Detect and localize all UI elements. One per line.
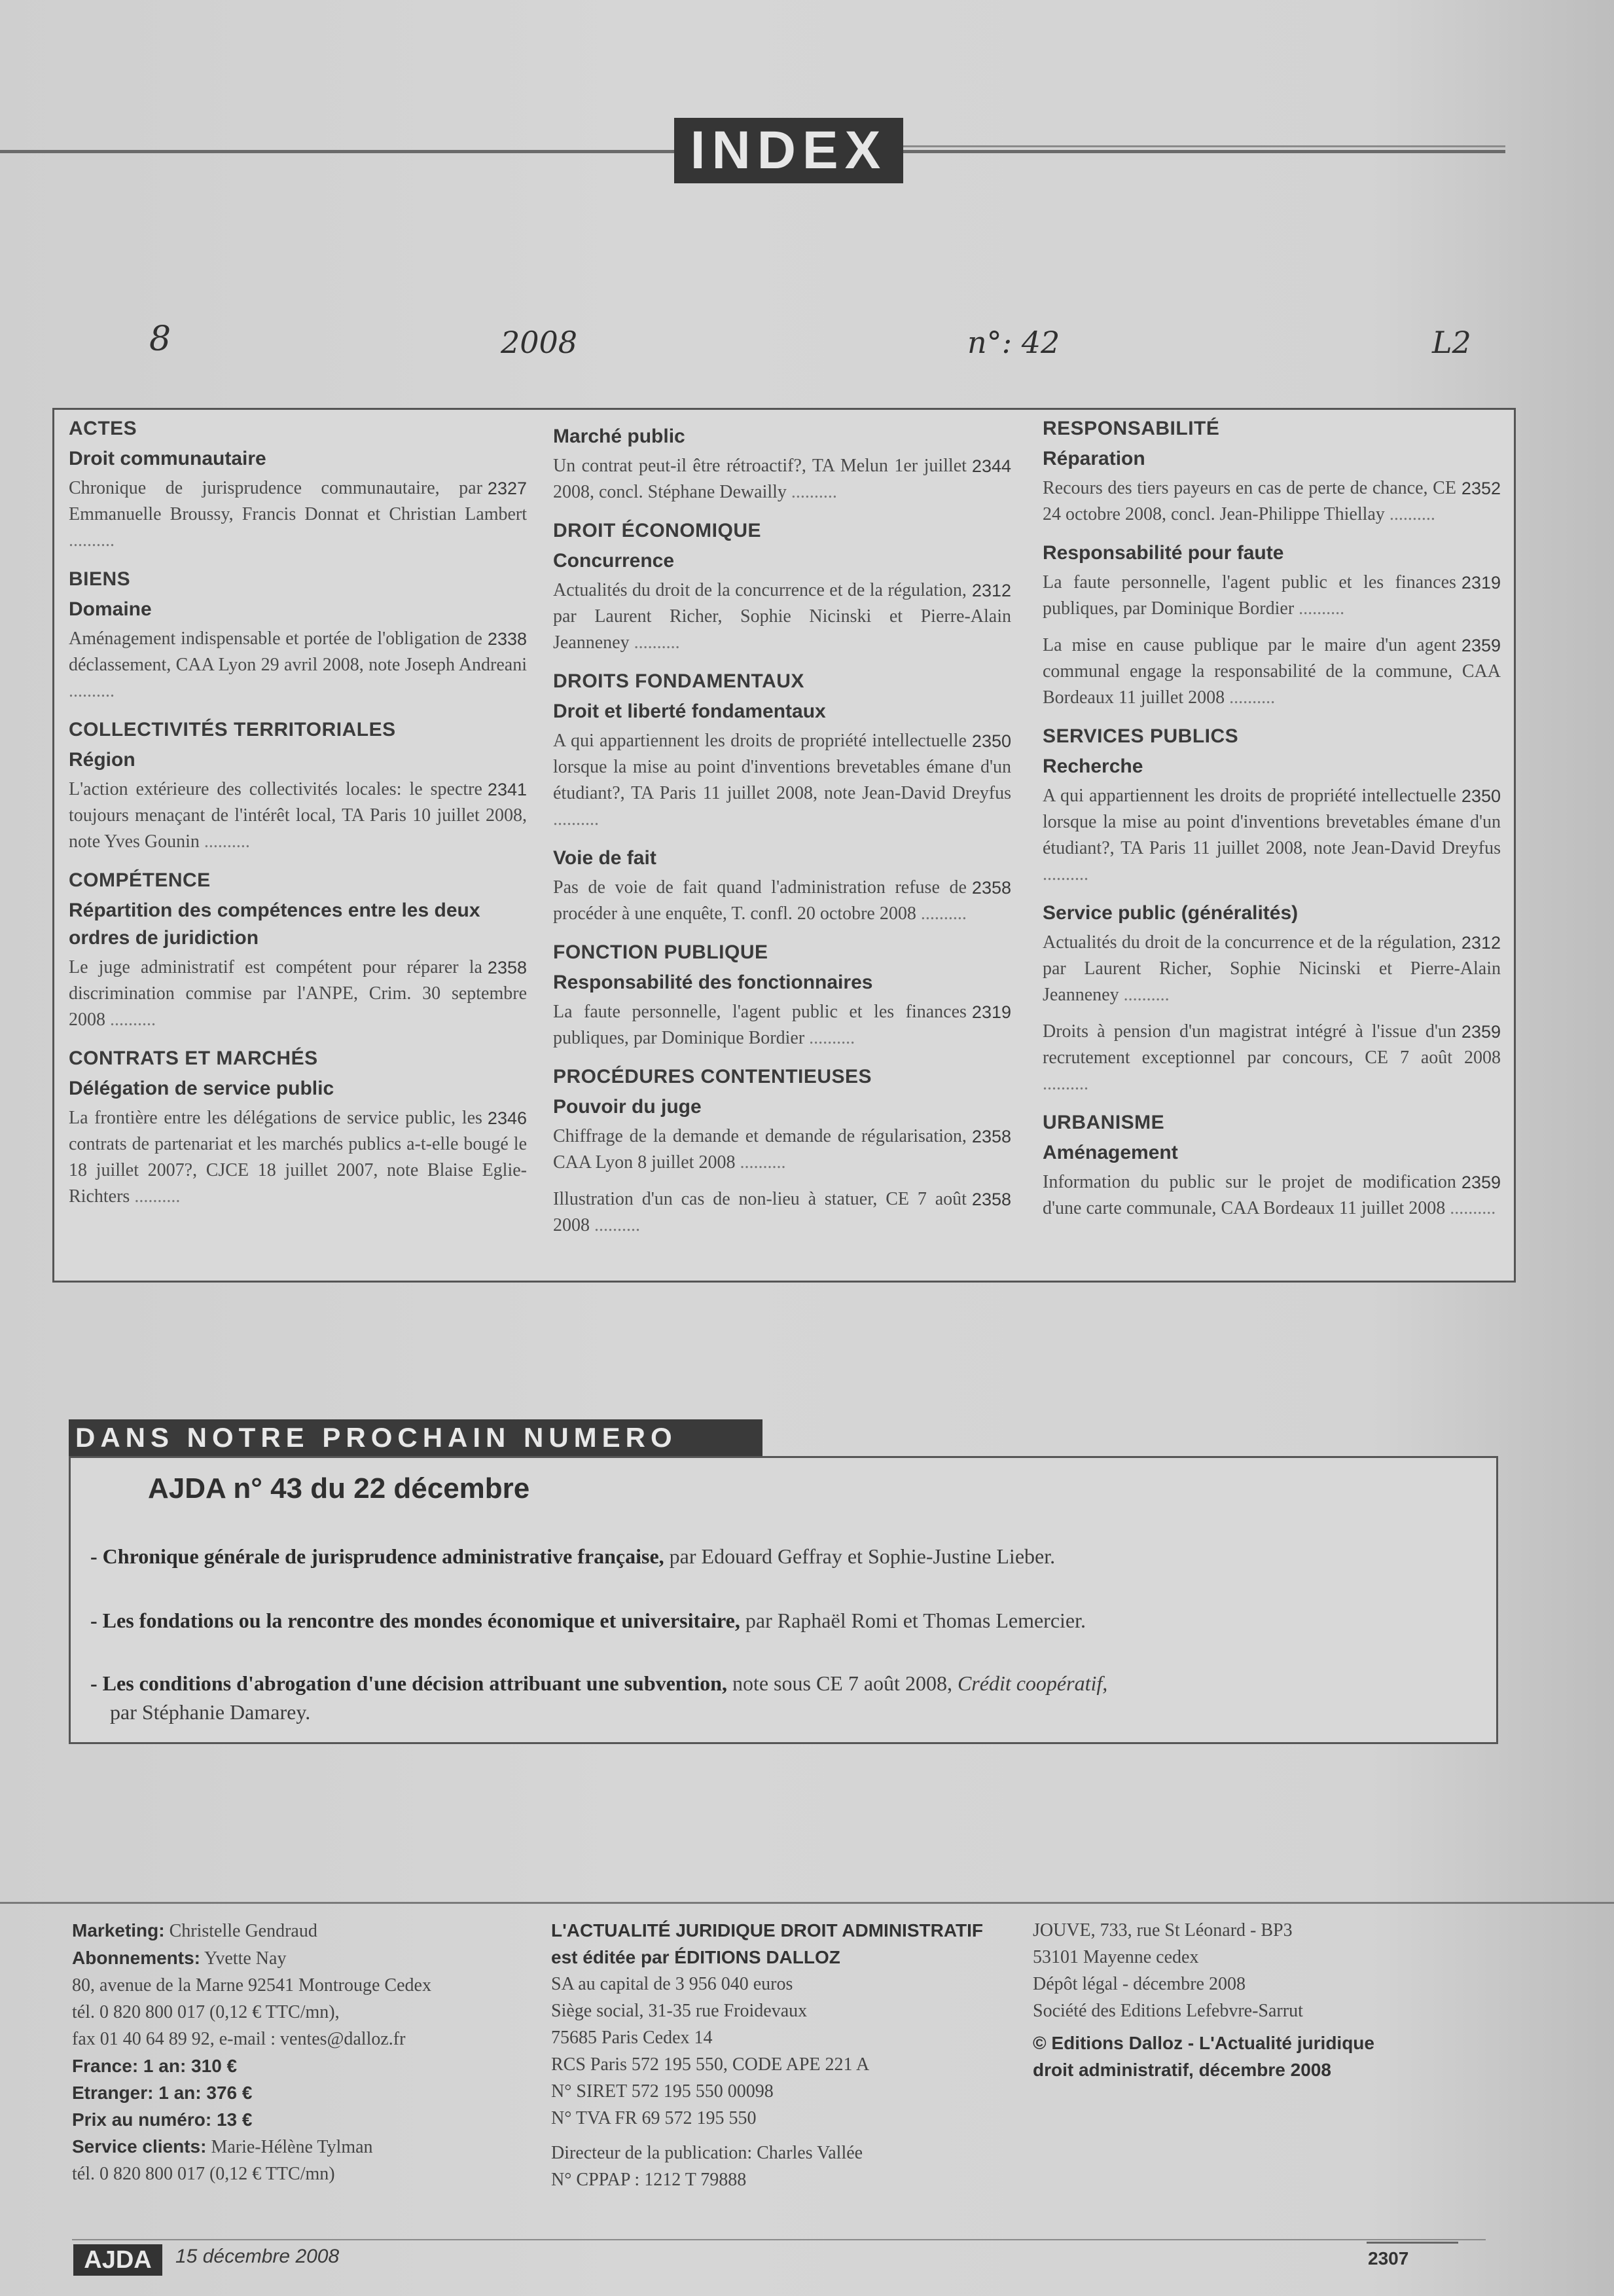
footer-tel: tél. 0 820 800 017 (0,12 € TTC/mn), [72, 2002, 340, 2022]
index-entry-text: A qui appartiennent les droits de propriété intellectuelle lorsque la mise au point d'inventions brevetables émane d'un étudiant?, TA Paris 11 juillet 2008, note Jean-David Dreyfus [553, 731, 1011, 803]
leader-dots: .......... [1119, 985, 1170, 1005]
index-entry [69, 955, 527, 1033]
index-entry-text: Chiffrage de la demande et demande de régularisation, CAA Lyon 8 juillet 2008 [553, 1126, 967, 1173]
index-subcategory: Délégation de service public [69, 1078, 334, 1099]
bottom-rule [72, 2239, 1486, 2240]
price-france: France: 1 an: 310 € [72, 2056, 238, 2076]
index-entry-page[interactable]: 2338 [487, 629, 527, 649]
handwritten-note-b: 2008 [501, 325, 578, 360]
abonnements-value: Yvette Nay [200, 1948, 287, 1969]
next-issue-item-authors: par Raphaël Romi et Thomas Lemercier. [740, 1609, 1086, 1632]
marketing-value: Christelle Gendraud [164, 1921, 317, 1941]
issue-date: 15 décembre 2008 [175, 2246, 340, 2267]
index-entry [553, 875, 1011, 927]
index-subcategory: Répartition des compétences entre les deux ordres de juridiction [69, 900, 480, 949]
copyright-line-1: © Editions Dalloz - L'Actualité juridique [1033, 2033, 1374, 2053]
next-issue-item [90, 1542, 1465, 1571]
next-issue-item-authors: par Edouard Geffray et Sophie-Justine Lieber. [664, 1544, 1056, 1568]
index-column-1 [69, 418, 527, 1210]
index-subcategory: Domaine [69, 598, 152, 620]
next-issue-item-authors: note sous CE 7 août 2008, [726, 1671, 958, 1695]
leader-dots: .......... [1445, 1198, 1496, 1218]
index-entry-text: Un contrat peut-il être rétroactif?, TA Melun 1er juillet 2008, concl. Stéphane Dewailly [553, 456, 967, 502]
index-entry-page[interactable]: 2341 [487, 780, 527, 799]
service-clients-tel: tél. 0 820 800 017 (0,12 € TTC/mn) [72, 2164, 335, 2184]
handwritten-note-c: n°: 42 [967, 325, 1060, 360]
index-entry [1043, 475, 1501, 528]
index-entry-text: A qui appartiennent les droits de propriété intellectuelle lorsque la mise au point d'inventions brevetables émane d'un étudiant?, TA Paris 11 juillet 2008, note Jean-David Dreyfus [1043, 786, 1501, 858]
company-group: Société des Editions Lefebvre-Sarrut [1033, 2001, 1303, 2021]
abonnements-label: Abonnements: [72, 1948, 200, 1968]
index-entry [553, 577, 1011, 656]
index-entry-page[interactable]: 2319 [1461, 573, 1501, 592]
index-entry-page[interactable]: 2346 [487, 1108, 527, 1128]
next-issue-item [90, 1669, 1465, 1726]
index-entry [553, 728, 1011, 833]
index-subcategory: Marché public [553, 426, 685, 447]
index-entry-text: Chronique de jurisprudence communautaire, par Emmanuelle Broussy, Francis Donnat et Christian Lambert [69, 478, 527, 524]
index-category: RESPONSABILITÉ [1043, 418, 1220, 439]
index-entry-page[interactable]: 2358 [971, 1127, 1011, 1146]
index-entry-text: Illustration d'un cas de non-lieu à statuer, CE 7 août 2008 [553, 1189, 967, 1235]
index-column-2 [553, 418, 1011, 1239]
next-issue-item-case: Crédit coopératif, [957, 1671, 1108, 1695]
index-entry [69, 626, 527, 704]
index-category: CONTRATS ET MARCHÉS [69, 1048, 318, 1069]
index-category: DROITS FONDAMENTAUX [553, 670, 804, 692]
index-entry-text: Actualités du droit de la concurrence et de la régulation, par Laurent Richer, Sophie Nicinski et Pierre-Alain Jeanneney [1043, 932, 1501, 1005]
page-number: 2307 [1368, 2248, 1409, 2269]
leader-dots: .......... [130, 1186, 181, 1207]
page-number-rule [1367, 2242, 1458, 2244]
index-entry-page[interactable]: 2352 [1461, 479, 1501, 498]
index-entry-page[interactable]: 2350 [971, 731, 1011, 751]
legal-deposit: Dépôt légal - décembre 2008 [1033, 1974, 1246, 1994]
next-issue-banner: DANS NOTRE PROCHAIN NUMERO [69, 1419, 762, 1456]
director: Directeur de la publication: Charles Vallée [551, 2143, 863, 2163]
publisher-name: est éditée par ÉDITIONS DALLOZ [551, 1947, 840, 1967]
next-issue-item-authors-line2: par Stéphanie Damarey. [110, 1700, 311, 1724]
index-category: COLLECTIVITÉS TERRITORIALES [69, 719, 396, 740]
index-table [52, 408, 1516, 1283]
footer-address: 80, avenue de la Marne 92541 Montrouge Cedex [72, 1975, 431, 1995]
index-entry-text: La faute personnelle, l'agent public et les finances publiques, par Dominique Bordier [553, 1002, 967, 1048]
leader-dots: .......... [199, 831, 250, 852]
index-entry-text: Actualités du droit de la concurrence et de la régulation, par Laurent Richer, Sophie Nicinski et Pierre-Alain Jeanneney [553, 580, 1011, 653]
leader-dots: .......... [1294, 598, 1345, 619]
index-subcategory: Droit communautaire [69, 448, 266, 469]
index-entry-page[interactable]: 2319 [971, 1002, 1011, 1022]
index-subcategory: Responsabilité des fonctionnaires [553, 972, 873, 993]
index-subcategory: Concurrence [553, 550, 675, 572]
leader-dots: .......... [1225, 687, 1276, 708]
index-entry [553, 999, 1011, 1051]
next-issue-item-title: - Les fondations ou la rencontre des mondes économique et universitaire, [90, 1609, 740, 1632]
index-entry [69, 1105, 527, 1210]
next-issue-item-title: - Chronique générale de jurisprudence administrative française, [90, 1544, 664, 1568]
index-entry [1043, 632, 1501, 711]
leader-dots: .......... [629, 632, 680, 653]
siege-city: 75685 Paris Cedex 14 [551, 2028, 713, 2048]
leader-dots: .......... [105, 1010, 156, 1030]
handwritten-note-a: 8 [149, 319, 171, 359]
index-entry-page[interactable]: 2359 [1461, 636, 1501, 655]
header-rule-secondary [903, 145, 1505, 147]
index-entry [1043, 1019, 1501, 1097]
next-issue-box [69, 1456, 1498, 1744]
index-entry [553, 1123, 1011, 1176]
index-subcategory: Voie de fait [553, 847, 656, 869]
footer-rule [0, 1902, 1614, 1904]
service-clients-label: Service clients: [72, 2136, 207, 2157]
service-clients-value: Marie-Hélène Tylman [206, 2137, 373, 2157]
index-entry-text: Le juge administratif est compétent pour réparer la discrimination commise par l'ANPE, Crim. 30 septembre 2008 [69, 957, 527, 1030]
publication-name: L'ACTUALITÉ JURIDIQUE DROIT ADMINISTRATIF [551, 1920, 983, 1941]
index-category: DROIT ÉCONOMIQUE [553, 520, 762, 541]
index-category: ACTES [69, 418, 137, 439]
copyright-line-2: droit administratif, décembre 2008 [1033, 2060, 1331, 2080]
index-entry [553, 453, 1011, 505]
footer-contacts [72, 1917, 530, 2187]
next-issue-item-title: - Les conditions d'abrogation d'une décision attribuant une subvention, [90, 1671, 727, 1695]
printer-city: 53101 Mayenne cedex [1033, 1947, 1199, 1967]
index-entry-text: Information du public sur le projet de modification d'une carte communale, CAA Bordeaux 11 juillet 2008 [1043, 1172, 1456, 1218]
leader-dots: .......... [786, 482, 837, 502]
cppap: N° CPPAP : 1212 T 79888 [551, 2170, 747, 2190]
index-entry-text: L'action extérieure des collectivités locales: le spectre toujours menaçant de l'intérêt local, TA Paris 10 juillet 2008, note Yves Gounin [69, 779, 527, 852]
index-subcategory: Recherche [1043, 756, 1143, 777]
siege-social: Siège social, 31-35 rue Froidevaux [551, 2001, 808, 2021]
index-entry-text: La faute personnelle, l'agent public et les finances publiques, par Dominique Bordier [1043, 572, 1456, 619]
printer-address: JOUVE, 733, rue St Léonard - BP3 [1033, 1920, 1293, 1941]
leader-dots: .......... [590, 1215, 640, 1235]
index-entry-text: Aménagement indispensable et portée de l'obligation de déclassement, CAA Lyon 29 avril 2008, note Joseph Andreani [69, 629, 527, 675]
index-subcategory: Droit et liberté fondamentaux [553, 701, 826, 722]
footer-fax-email: fax 01 40 64 89 92, e-mail : ventes@dalloz.fr [72, 2029, 406, 2049]
index-subcategory: Service public (généralités) [1043, 902, 1299, 924]
index-entry-page[interactable]: 2312 [1461, 933, 1501, 953]
index-subcategory: Responsabilité pour faute [1043, 542, 1284, 564]
index-entry-text: La mise en cause publique par le maire d'un agent communal engage la responsabilité de la commune, CAA Bordeaux 11 juillet 2008 [1043, 635, 1501, 708]
siret: N° SIRET 572 195 550 00098 [551, 2081, 774, 2102]
index-category: URBANISME [1043, 1112, 1165, 1133]
index-entry-text: Pas de voie de fait quand l'administration refuse de procéder à une enquête, T. confl. 20 octobre 2008 [553, 877, 967, 924]
leader-dots: .......... [916, 903, 967, 924]
index-category: BIENS [69, 568, 131, 590]
index-entry-text: La frontière entre les délégations de service public, les contrats de partenariat et les marchés publics a-t-elle bougé le 18 juillet 2007?, CJCE 18 juillet 2007, note Blaise Eglie-Richters [69, 1108, 527, 1207]
index-entry-page[interactable]: 2327 [487, 479, 527, 498]
leader-dots: .......... [69, 530, 115, 551]
index-entry-text: Droits à pension d'un magistrat intégré à l'issue d'un recrutement exceptionnel par concours, CE 7 août 2008 [1043, 1021, 1501, 1068]
index-entry [1043, 570, 1501, 622]
index-column-3 [1043, 418, 1501, 1222]
leader-dots: .......... [735, 1152, 786, 1173]
price-etranger: Etranger: 1 an: 376 € [72, 2083, 253, 2103]
leader-dots: .......... [553, 809, 599, 829]
marketing-label: Marketing: [72, 1920, 165, 1941]
price-per-issue: Prix au numéro: 13 € [72, 2109, 253, 2130]
footer-printer [1033, 1917, 1491, 2083]
index-entry [553, 1186, 1011, 1239]
index-entry [1043, 1169, 1501, 1222]
index-entry-page[interactable]: 2358 [487, 958, 527, 977]
rcs: RCS Paris 572 195 550, CODE APE 221 A [551, 2054, 870, 2075]
index-entry-page[interactable]: 2358 [971, 878, 1011, 898]
index-entry-page[interactable]: 2359 [1461, 1173, 1501, 1192]
index-subcategory: Région [69, 749, 135, 771]
index-entry-page[interactable]: 2358 [971, 1190, 1011, 1209]
index-subcategory: Aménagement [1043, 1142, 1178, 1163]
next-issue-item [90, 1606, 1465, 1635]
index-title: INDEX [674, 118, 903, 183]
index-subcategory: Pouvoir du juge [553, 1096, 702, 1118]
index-entry [1043, 930, 1501, 1008]
leader-dots: .......... [1043, 1074, 1088, 1094]
index-entry [69, 776, 527, 855]
handwritten-note-d: L2 [1432, 325, 1471, 360]
index-subcategory: Réparation [1043, 448, 1145, 469]
index-entry-page[interactable]: 2312 [971, 581, 1011, 600]
next-issue-title: AJDA n° 43 du 22 décembre [148, 1472, 530, 1504]
index-entry [69, 475, 527, 554]
footer-publisher [551, 1917, 1009, 2193]
index-category: PROCÉDURES CONTENTIEUSES [553, 1066, 872, 1087]
index-entry-page[interactable]: 2350 [1461, 786, 1501, 806]
leader-dots: .......... [1043, 864, 1088, 884]
index-entry-page[interactable]: 2344 [971, 456, 1011, 476]
ajda-logo: AJDA [73, 2244, 162, 2276]
leader-dots: .......... [804, 1028, 855, 1048]
index-category: FONCTION PUBLIQUE [553, 941, 768, 963]
index-category: COMPÉTENCE [69, 869, 211, 891]
leader-dots: .......... [1384, 504, 1435, 524]
index-entry [1043, 783, 1501, 888]
capital: SA au capital de 3 956 040 euros [551, 1974, 793, 1994]
tva: N° TVA FR 69 572 195 550 [551, 2108, 757, 2128]
leader-dots: .......... [69, 681, 115, 701]
index-entry-text: Recours des tiers payeurs en cas de perte de chance, CE 24 octobre 2008, concl. Jean-Philippe Thiellay [1043, 478, 1456, 524]
index-entry-page[interactable]: 2359 [1461, 1022, 1501, 1042]
index-category: SERVICES PUBLICS [1043, 725, 1239, 747]
